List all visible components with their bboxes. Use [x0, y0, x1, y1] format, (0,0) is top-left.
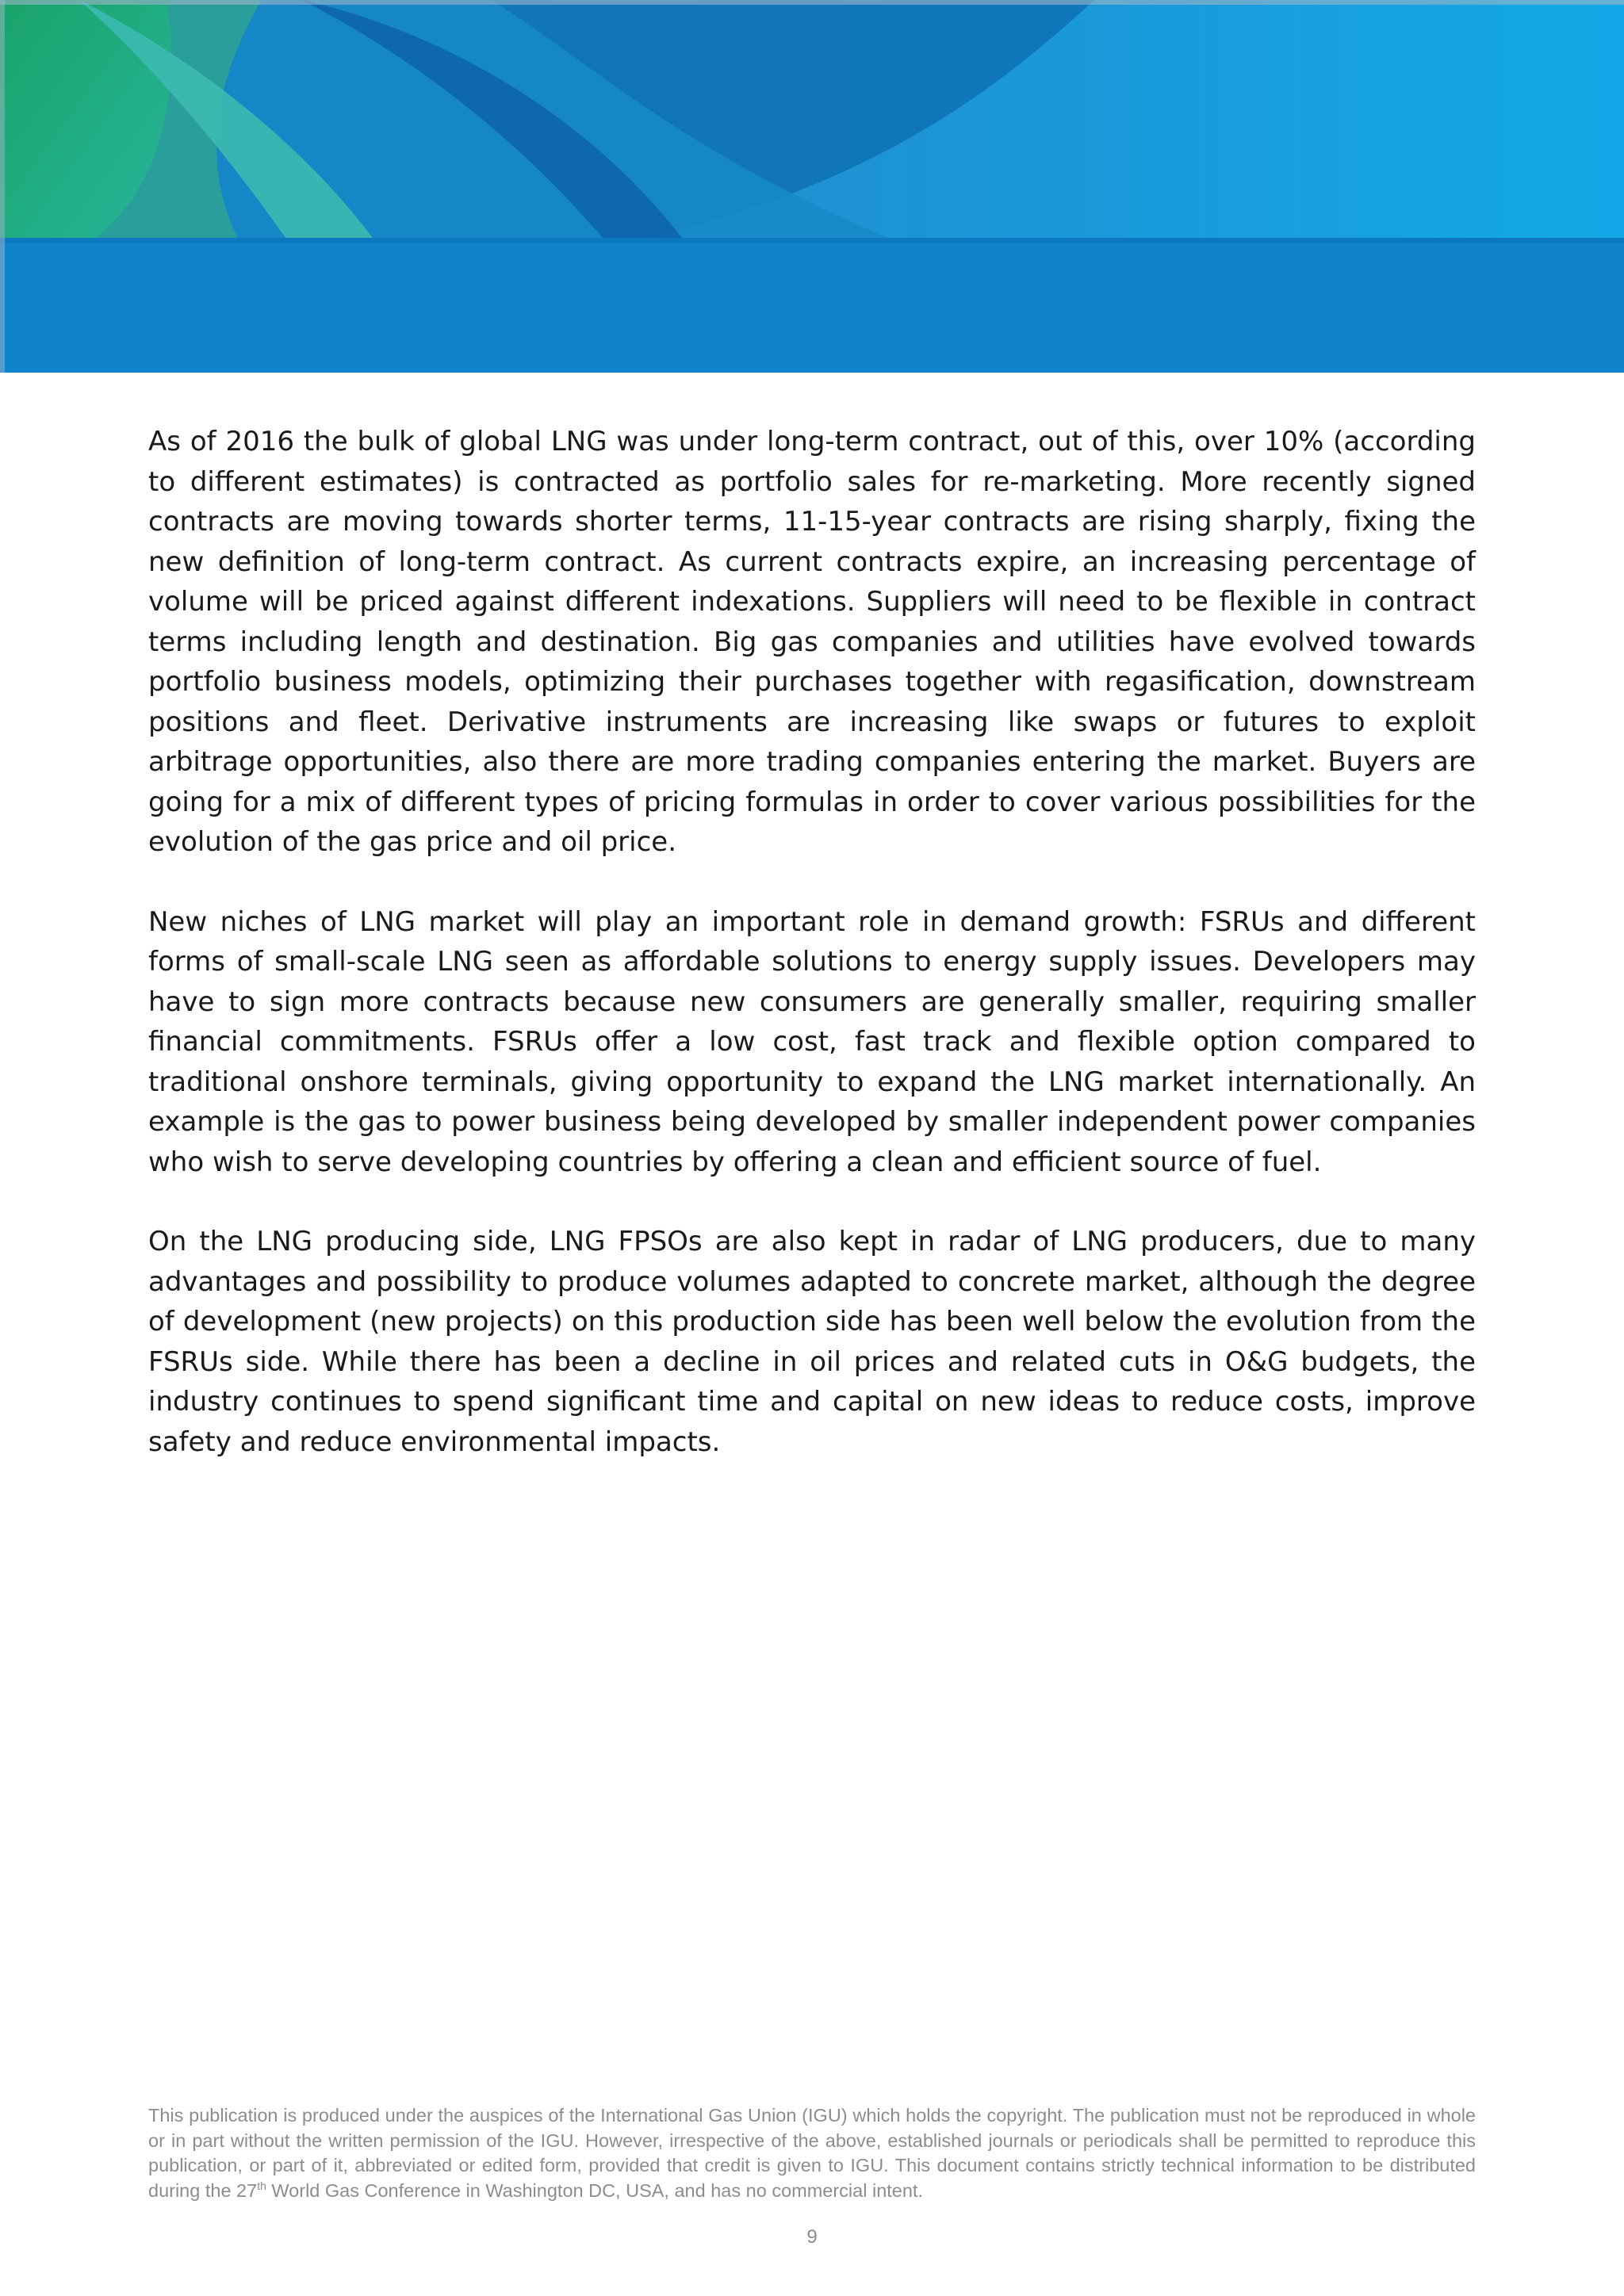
- paragraph-3: On the LNG producing side, LNG FPSOs are also kept in radar of LNG producers, due to many advantages and possibility to produce volumes adapted to concrete market, although the degree of development (new projects) on this production side has been well below the evolution from the FSRUs side. While there has been a decline in oil prices and related cuts in O&G budgets, the industry continues to spend significant time and capital on new ideas to reduce costs, improve safety and reduce environmental impacts.: [148, 1226, 1476, 1458]
- copyright-notice: [148, 2103, 1476, 2203]
- paragraph-1: As of 2016 the bulk of global LNG was under long-term contract, out of this, over 10% (according to different estimates) is contracted as portfolio sales for re-marketing. More recently signed contracts are moving towards shorter terms, 11-15-year contracts are rising sharply, fixing the new definition of long-term contract. As current contracts expire, an increasing percentage of volume will be priced against different indexations. Suppliers will need to be flexible in contract terms including length and destination. Big gas companies and utilities have evolved towards portfolio business models, optimizing their purchases together with regasification, downstream positions and fleet. Derivative instruments are increasing like swaps or futures to exploit arbitrage opportunities, also there are more trading companies entering the market. Buyers are going for a mix of different types of pricing formulas in order to cover various possibilities for the evolution of the gas price and oil price.: [148, 426, 1476, 858]
- header-banner: [0, 0, 1624, 373]
- copyright-superscript: th: [257, 2179, 266, 2192]
- body-text: [148, 422, 1476, 1502]
- page-number: 9: [806, 2226, 818, 2248]
- paragraph-2: New niches of LNG market will play an important role in demand growth: FSRUs and different forms of small-scale LNG seen as affordable solutions to energy supply issues. Developers may have to sign more contracts because new consumers are generally smaller, requiring smaller financial commitments. FSRUs offer a low cost, fast track and flexible option compared to traditional onshore terminals, giving opportunity to expand the LNG market internationally. An example is the gas to power business being developed by smaller independent power companies who wish to serve developing countries by offering a clean and efficient source of fuel.: [148, 905, 1476, 1178]
- copyright-text-end: World Gas Conference in Washington DC, USA, and has no commercial intent.: [266, 2179, 923, 2201]
- copyright-text-start: This publication is produced under the auspices of the International Gas Union (IGU) which holds the copyright. The publication must not be reproduced in whole or in part without the written permission of the IGU. However, irrespective of the above, established journals or periodicals shall be permitted to reproduce this publication, or part of it, abbreviated or edited form, provided that credit is given to IGU. This document contains strictly technical information to be distributed during the 27: [148, 2105, 1476, 2201]
- banner-graphic: [0, 0, 1624, 373]
